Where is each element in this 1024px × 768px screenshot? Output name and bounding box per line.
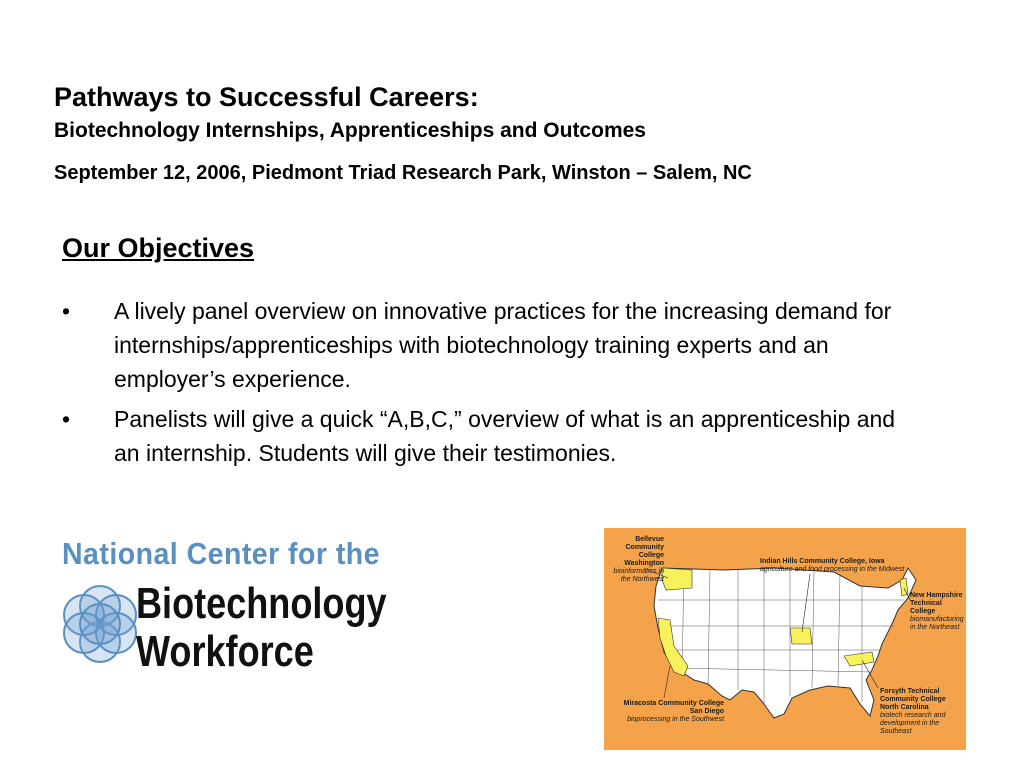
logo-line-2: Workforce bbox=[136, 627, 314, 676]
event-dateline: September 12, 2006, Piedmont Triad Research Park, Winston – Salem, NC bbox=[54, 162, 752, 184]
objective-text: Panelists will give a quick “A,B,C,” overview of what is an apprenticeship and an internship. Students will give their testimonies. bbox=[114, 406, 896, 466]
bullet-icon: • bbox=[62, 406, 71, 432]
miracosta-name-1: Miracosta Community College bbox=[623, 700, 724, 707]
map-label-new-hampshire bbox=[910, 592, 966, 632]
forsyth-focus-1: biotech research and bbox=[880, 712, 946, 719]
map-label-bellevue bbox=[606, 536, 664, 584]
forsyth-name-3: North Carolina bbox=[880, 704, 929, 711]
bullet-icon: • bbox=[62, 298, 71, 324]
iowa-state-highlight bbox=[790, 628, 812, 644]
indian-hills-focus: agriculture and food processing in the Midwest bbox=[760, 566, 905, 573]
forsyth-name-1: Forsyth Technical bbox=[880, 688, 940, 695]
objectives-list bbox=[62, 294, 912, 476]
bellevue-focus-2: the Northwest bbox=[620, 576, 664, 583]
bellevue-focus-1: bioinformatics in bbox=[613, 568, 664, 575]
slide-subtitle: Biotechnology Internships, Apprenticeships and Outcomes bbox=[54, 119, 646, 142]
us-partner-colleges-map bbox=[604, 528, 966, 750]
washington-state-highlight bbox=[662, 568, 692, 590]
miracosta-focus: bioprocessing in the Southwest bbox=[627, 716, 724, 723]
miracosta-name-2: San Diego bbox=[689, 708, 724, 715]
slide-title: Pathways to Successful Careers: bbox=[54, 82, 479, 112]
indian-hills-name: Indian Hills Community College, Iowa bbox=[760, 558, 885, 565]
forsyth-focus-2: development in the Southeast bbox=[880, 720, 940, 735]
map-label-forsyth bbox=[880, 688, 966, 736]
new-hampshire-focus-1: biomanufacturing bbox=[910, 616, 964, 623]
bellevue-name-1: Bellevue bbox=[635, 536, 664, 543]
map-label-indian-hills bbox=[760, 558, 910, 574]
objective-text: A lively panel overview on innovative practices for the increasing demand for internships/apprenticeships with biotechnology training experts and an employer’s experience. bbox=[114, 298, 892, 392]
bellevue-name-2: Community College bbox=[625, 544, 664, 559]
bellevue-name-3: Washington bbox=[624, 560, 664, 567]
objective-item bbox=[62, 402, 912, 470]
new-hampshire-name-2: Technical College bbox=[910, 600, 942, 615]
map-label-miracosta bbox=[608, 700, 724, 724]
new-hampshire-focus-2: in the Northeast bbox=[910, 624, 960, 631]
forsyth-name-2: Community College bbox=[880, 696, 946, 703]
nbcw-logo bbox=[60, 536, 420, 696]
objectives-heading: Our Objectives bbox=[62, 233, 255, 263]
us-outline bbox=[654, 568, 916, 718]
overlapping-circles-logo-icon bbox=[60, 580, 140, 668]
logo-line-1: Biotechnology bbox=[136, 579, 387, 628]
logo-line-top: National Center for the bbox=[62, 536, 381, 571]
new-hampshire-name-1: New Hampshire bbox=[910, 592, 963, 599]
objective-item bbox=[62, 294, 912, 396]
